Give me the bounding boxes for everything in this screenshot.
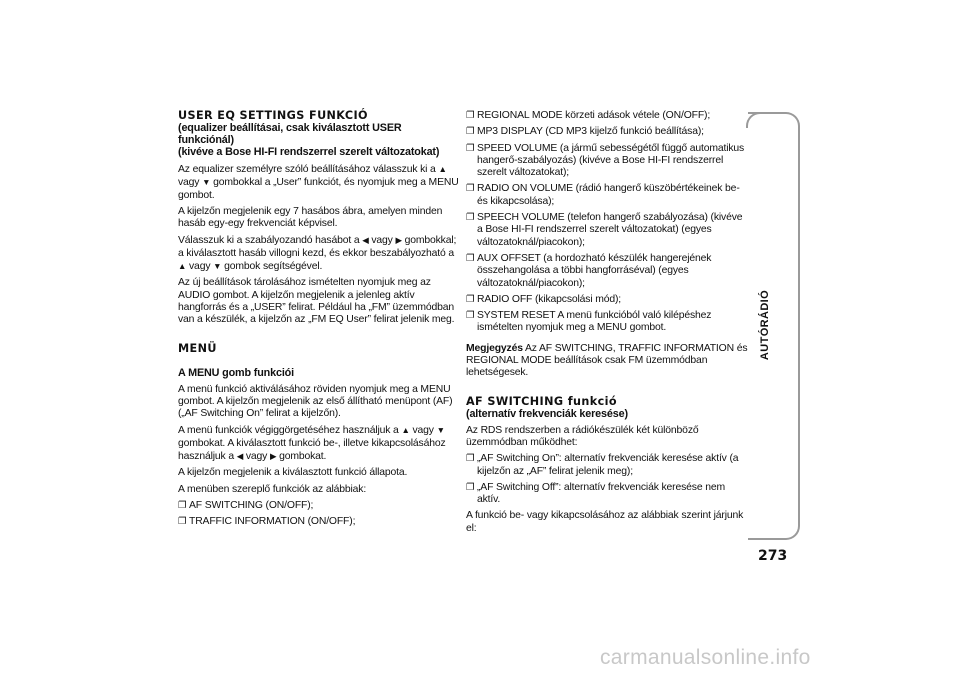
list-item: ❐ RADIO ON VOLUME (rádió hangerő küszöbértékeinek be- és kikapcsolása);: [466, 183, 740, 207]
up-arrow-icon: ▲: [178, 261, 187, 272]
up-arrow-icon: ▲: [438, 164, 447, 174]
list-item: ❐ SYSTEM RESET A menü funkcióból való kilépéshez ismételten nyomjuk meg a MENU gombot.: [466, 310, 712, 334]
list-item: ❐ „AF Switching Off”: alternatív frekvenciák keresése nem aktív.: [466, 481, 725, 506]
paragraph: Az equalizer személyre szóló beállításához válasszuk ki a ▲ vagy ▼ gombokkal a „User” funkciót, és nyomjuk meg a MENU gombot.: [178, 164, 459, 201]
paragraph: Válasszuk ki a szabályozandó hasábot a ◀ vagy ▶ gombokkal; a kiválasztott hasáb villogni kezd, és ekkor beszabályozható a ▲ vagy ▼ gombok segítségével.: [178, 235, 457, 273]
section-subheading: A MENU gomb funkciói: [178, 366, 294, 379]
section-heading-af-switching: AF SWITCHING funkció: [466, 394, 617, 408]
list-item: ❐ TRAFFIC INFORMATION (ON/OFF);: [178, 516, 356, 528]
checkbox-bullet-icon: ❐: [178, 516, 187, 528]
section-subheading: (equalizer beállításai, csak kiválasztott USER funkciónál): [178, 122, 402, 146]
paragraph: A kijelzőn megjelenik egy 7 hasábos ábra, amelyen minden hasáb egy-egy frekvenciát képvisel.: [178, 205, 443, 230]
checkbox-bullet-icon: ❐: [466, 453, 475, 465]
checkbox-bullet-icon: ❐: [466, 310, 475, 322]
list-item: ❐ AF SWITCHING (ON/OFF);: [178, 499, 314, 511]
page-number: 273: [758, 548, 788, 564]
section-heading-user-eq: USER EQ SETTINGS FUNKCIÓ: [178, 109, 368, 122]
checkbox-bullet-icon: ❐: [466, 212, 475, 224]
list-item: ❐ „AF Switching On”: alternatív frekvenciák keresése aktív (a kijelzőn az „AF” felirat jelenik meg);: [466, 453, 739, 477]
list-item: ❐ MP3 DISPLAY (CD MP3 kijelző funkció beállítása);: [466, 126, 704, 138]
paragraph: A menü funkció aktiválásához röviden nyomjuk meg a MENU gombot. A kijelzőn megjelenik az első állítható menüpont (AF) („AF Switching On” felirat a kijelzőn).: [178, 383, 453, 420]
list-item: ❐ RADIO OFF (kikapcsolási mód);: [466, 293, 622, 305]
list-item: ❐ REGIONAL MODE körzeti adások vétele (ON/OFF);: [466, 110, 711, 121]
watermark: carmanualsonline.info: [600, 646, 811, 669]
checkbox-bullet-icon: ❐: [466, 126, 475, 138]
chapter-title: AUTÓRÁDIÓ: [759, 289, 771, 361]
note-paragraph: Megjegyzés Az AF SWITCHING, TRAFFIC INFORMATION és REGIONAL MODE beállítások csak FM üzemmódban lehetségesek.: [466, 342, 748, 379]
paragraph: A kijelzőn megjelenik a kiválasztott funkció állapota.: [178, 467, 408, 479]
left-arrow-icon: ◀: [236, 451, 244, 462]
list-item: ❐ AUX OFFSET (a hordozható készülék hangerejének összehangolása a többi hangforráséval) (egyes változatoknál/piacokon);: [466, 252, 712, 289]
paragraph: Az RDS rendszerben a rádiókészülék két különböző üzemmódban működhet:: [466, 424, 699, 448]
section-subheading: (alternatív frekvenciák keresése): [466, 407, 628, 420]
left-arrow-icon: ◀: [362, 235, 369, 246]
note-label: Megjegyzés: [466, 342, 523, 354]
down-arrow-icon: ▼: [213, 261, 222, 272]
list-item: ❐ SPEECH VOLUME (telefon hangerő szabályozása) (kivéve a Bose HI-FI rendszerrel szerelt változatokat) (egyes változatoknál/piacokon);: [466, 212, 743, 248]
checkbox-bullet-icon: ❐: [466, 293, 475, 305]
checkbox-bullet-icon: ❐: [466, 142, 475, 154]
checkbox-bullet-icon: ❐: [178, 499, 187, 511]
checkbox-bullet-icon: ❐: [466, 110, 475, 121]
up-arrow-icon: ▲: [401, 425, 410, 436]
checkbox-bullet-icon: ❐: [466, 183, 475, 195]
paragraph: A menüben szereplő funkciók az alábbiak:: [178, 483, 367, 495]
section-heading-menu: MENÜ: [178, 341, 217, 355]
left-column: [178, 110, 460, 533]
right-column: [466, 110, 748, 539]
paragraph: A menü funkciók végiggörgetéséhez használjuk a ▲ vagy ▼ gombokat. A kiválasztott funkció be-, illetve kikapcsolásához használjuk a ◀ vagy ▶ gombokat.: [178, 425, 446, 463]
list-item: ❐ SPEED VOLUME (a jármű sebességétől függő automatikus hangerő-szabályozás) (kivéve a Bose HI-FI rendszerrel szerelt változatokat);: [466, 142, 745, 179]
checkbox-bullet-icon: ❐: [466, 481, 475, 493]
paragraph: A funkció be- vagy kikapcsolásához az alábbiak szerint járjunk el:: [466, 510, 744, 534]
right-arrow-icon: ▶: [269, 451, 277, 462]
down-arrow-icon: ▼: [202, 177, 211, 188]
down-arrow-icon: ▼: [436, 425, 445, 436]
paragraph: Az új beállítások tárolásához ismételten nyomjuk meg az AUDIO gombot. A kijelzőn megjelenik a jelenleg aktív hangforrás és a „USER” felirat. Például ha „FM” üzemmódban van a készülék, a kijelzőn az „FM EQ User” felirat jelenik meg.: [178, 277, 455, 326]
right-arrow-icon: ▶: [395, 235, 402, 246]
section-subheading: (kivéve a Bose HI-FI rendszerrel szerelt változatokat): [178, 146, 440, 158]
checkbox-bullet-icon: ❐: [466, 252, 475, 264]
